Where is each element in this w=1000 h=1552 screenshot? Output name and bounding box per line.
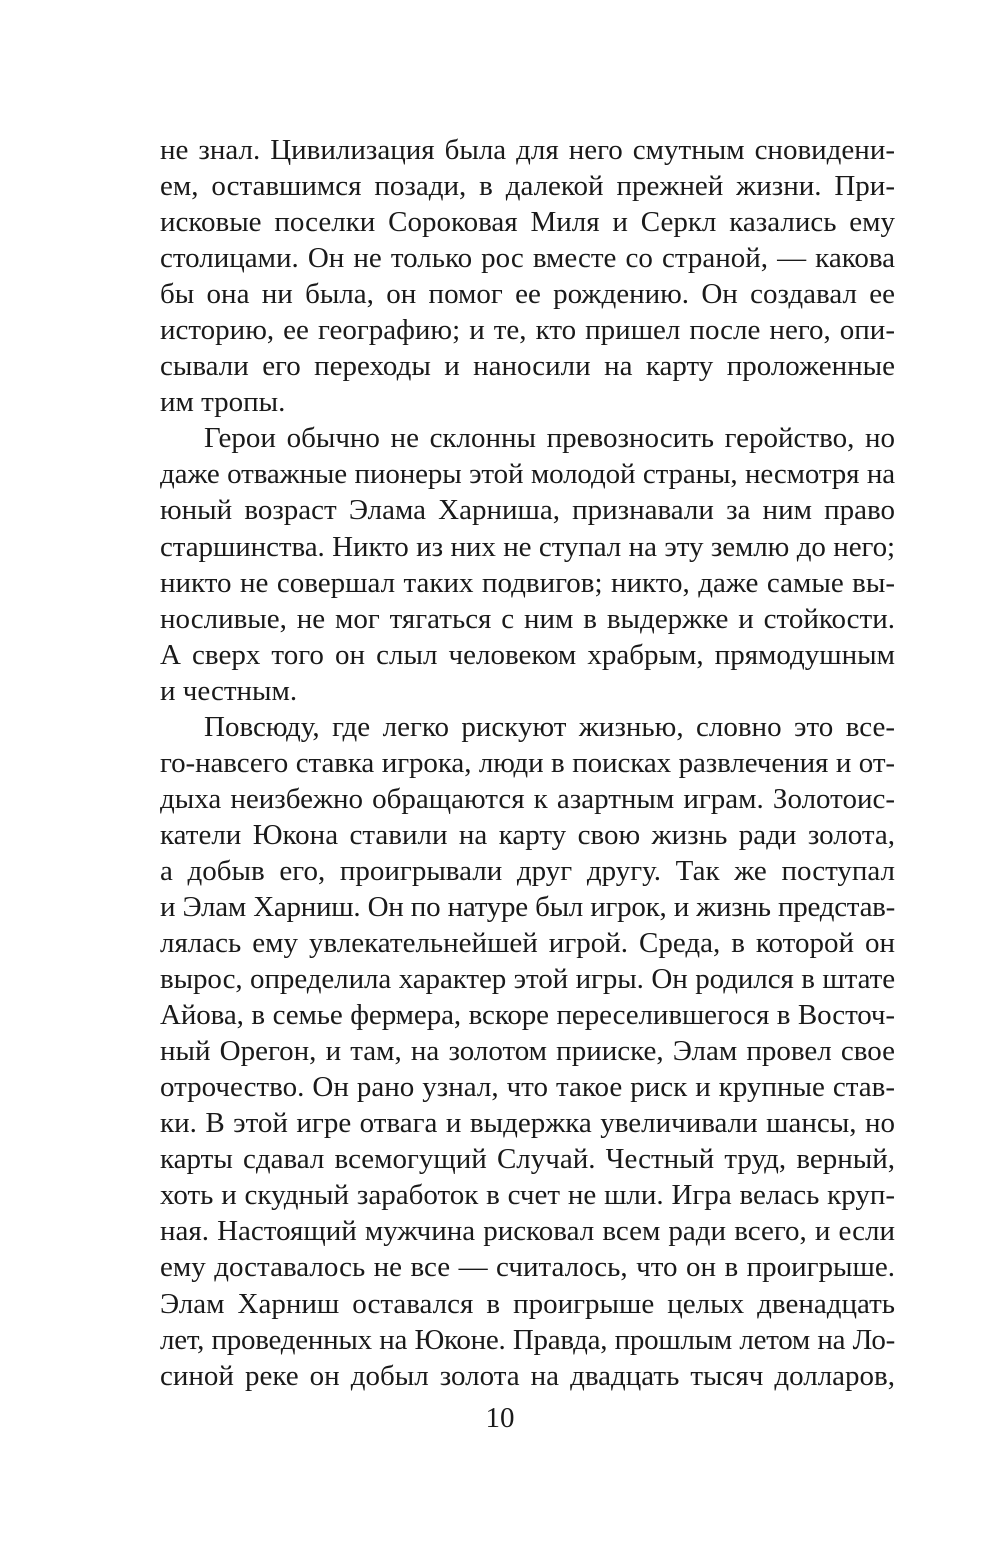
text-line: им тропы. [160, 386, 286, 419]
text-line: носливые, не мог тягаться с ним в выдержке и стойкости. [160, 602, 895, 635]
text-line: хоть и скудный заработок в счет не шли. Игра велась круп- [160, 1179, 895, 1212]
text-line: лет, проведенных на Юконе. Правда, прошлым летом на Ло- [160, 1323, 895, 1356]
text-line: катели Юкона ставили на карту свою жизнь ради золота, [160, 818, 895, 851]
text-line: ный Орегон, и там, на золотом прииске, Элам провел свое [160, 1035, 895, 1068]
paragraph [160, 132, 895, 420]
text-line: Элам Харниш оставался в проигрыше целых двенадцать [160, 1287, 895, 1320]
body-text [160, 132, 895, 1394]
text-line: ная. Настоящий мужчина рисковал всем ради всего, и если [160, 1215, 895, 1248]
text-line: старшинства. Никто из них не ступал на эту землю до него; [160, 530, 895, 563]
text-line: столицами. Он не только рос вместе со страной, — какова [160, 242, 895, 275]
text-line: синой реке он добыл золота на двадцать тысяч долларов, [160, 1359, 895, 1392]
text-line: а добыв его, проигрывали друг другу. Так же поступал [160, 854, 895, 887]
page-number: 10 [485, 1402, 515, 1434]
text-line: ки. В этой игре отвага и выдержка увеличивали шансы, но [160, 1107, 895, 1140]
text-line: Айова, в семье фермера, вскоре переселившегося в Восточ- [160, 999, 895, 1032]
text-line: лялась ему увлекательнейшей игрой. Среда, в которой он [160, 927, 895, 960]
text-line: Повсюду, где легко рискуют жизнью, словно это все- [204, 710, 895, 743]
text-line: бы она ни была, он помог ее рождению. Он создавал ее [160, 278, 895, 311]
text-line: никто не совершал таких подвигов; никто, даже самые вы- [160, 566, 895, 599]
text-line: карты сдавал всемогущий Случай. Честный труд, верный, [160, 1143, 895, 1176]
text-line: и честным. [160, 674, 298, 707]
text-line: не знал. Цивилизация была для него смутным сновидени- [160, 134, 895, 166]
text-line: А сверх того он слыл человеком храбрым, прямодушным [160, 638, 895, 671]
text-line: историю, ее географию; и те, кто пришел после него, опи- [160, 314, 895, 347]
text-line: даже отважные пионеры этой молодой страны, несмотря на [160, 458, 895, 491]
text-line: и Элам Харниш. Он по натуре был игрок, и жизнь представ- [160, 890, 895, 923]
text-line: отрочество. Он рано узнал, что такое риск и крупные став- [160, 1071, 895, 1104]
text-line: ем, оставшимся позади, в далекой прежней жизни. При- [160, 170, 895, 203]
text-line: исковые поселки Сороковая Миля и Серкл казались ему [160, 206, 895, 239]
paragraph [160, 709, 895, 1394]
text-line: вырос, определила характер этой игры. Он родился в штате [160, 963, 895, 996]
text-line: сывали его переходы и наносили на карту проложенные [160, 350, 895, 383]
text-line: го-навсего ставка игрока, люди в поисках развлечения и от- [160, 746, 895, 779]
text-line: Герои обычно не склонны превозносить геройство, но [204, 422, 895, 455]
text-line: дыха неизбежно обращаются к азартным играм. Золотоис- [160, 782, 895, 815]
paragraph [160, 420, 895, 708]
text-line: ему доставалось не все — считалось, что он в проигрыше. [160, 1251, 895, 1284]
text-line: юный возраст Элама Харниша, признавали за ним право [160, 494, 895, 527]
